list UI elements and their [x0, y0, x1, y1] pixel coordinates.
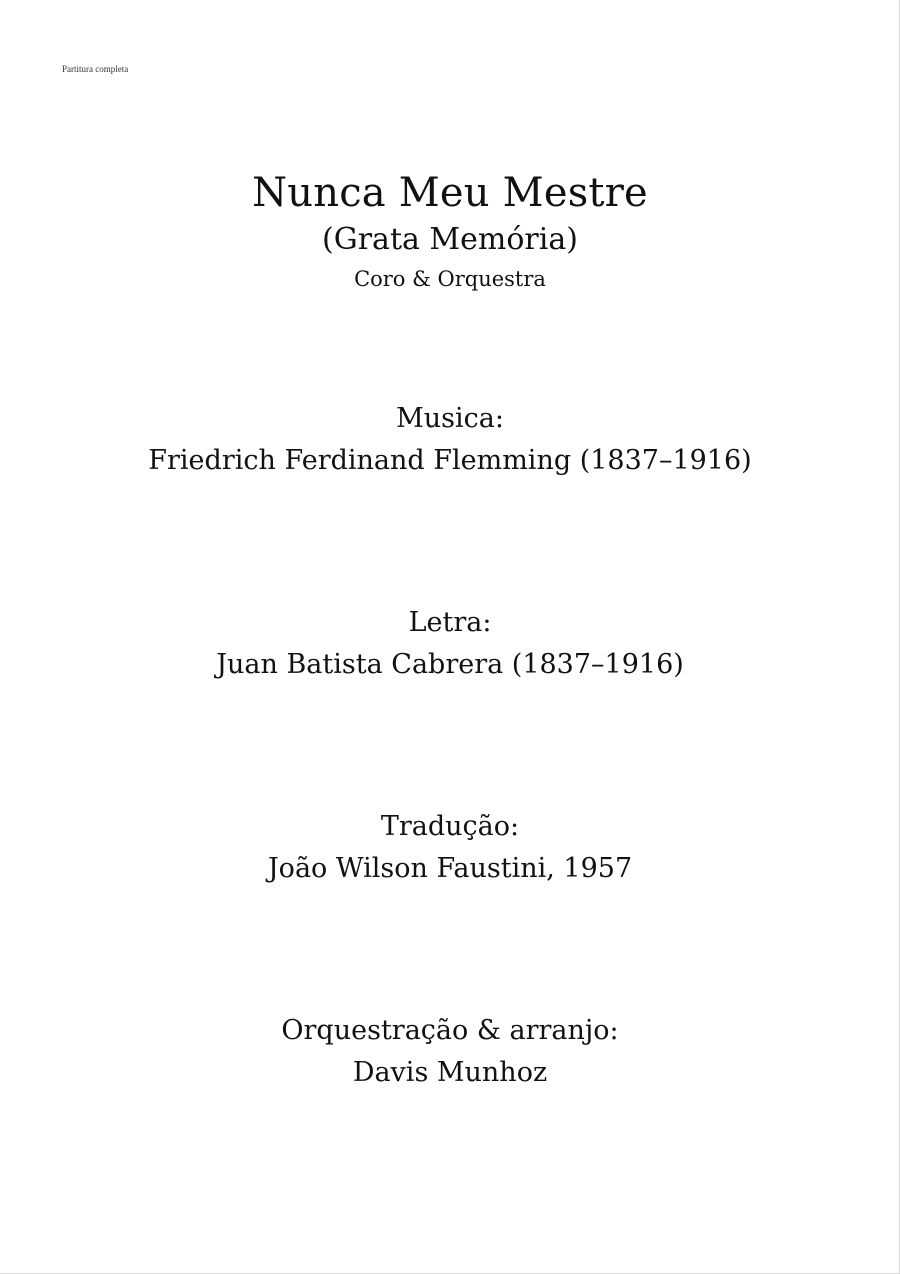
header-label: Partitura completa	[62, 64, 129, 74]
page-subtitle: (Grata Memória)	[322, 222, 578, 257]
music-credit	[0, 398, 900, 482]
translation-credit	[0, 806, 900, 890]
orchestration-credit	[0, 1010, 900, 1094]
orchestration-credit-role: Orquestração & arranjo:	[281, 1015, 619, 1046]
lyrics-credit	[0, 602, 900, 686]
translation-credit-role: Tradução:	[380, 811, 520, 842]
music-credit-name: Friedrich Ferdinand Flemming (1837–1916)	[148, 445, 752, 476]
page-title: Nunca Meu Mestre	[252, 170, 648, 216]
ensemble-label: Coro & Orquestra	[354, 267, 546, 291]
translation-credit-name: João Wilson Faustini, 1957	[267, 853, 633, 884]
orchestration-credit-name: Davis Munhoz	[352, 1057, 548, 1088]
lyrics-credit-name: Juan Batista Cabrera (1837–1916)	[216, 649, 684, 680]
title-block	[0, 166, 900, 294]
music-credit-role: Musica:	[396, 403, 504, 434]
lyrics-credit-role: Letra:	[408, 607, 492, 638]
